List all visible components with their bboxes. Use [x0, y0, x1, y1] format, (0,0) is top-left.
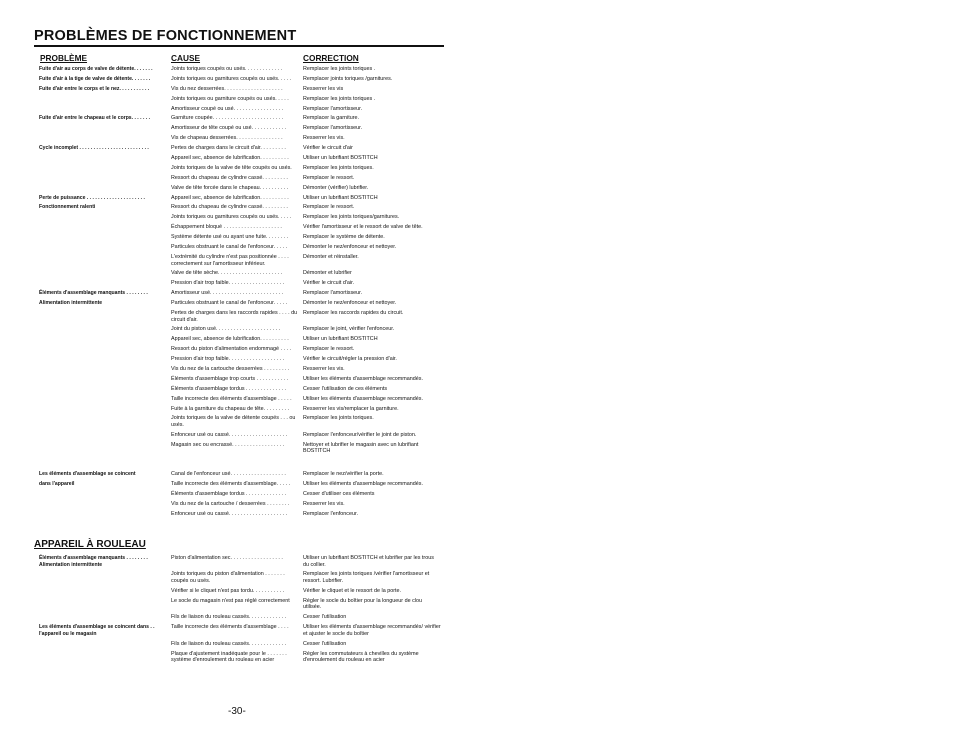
- table-row: [39, 244, 444, 251]
- cause-cell: Vis de chapeau desserrées. . . . . . . . . . . . . . . .: [171, 135, 283, 142]
- problem-cell: Fuite d'air entre le corps et le nez. . . . . . . . . . .: [39, 85, 150, 92]
- cause-cell: Vérifier si le cliquet n'est pas tordu. . . . . . . . . . .: [171, 587, 285, 594]
- correction-cell: Remplacer les joints toriques.: [303, 164, 374, 171]
- correction-cell: Démonter le nez/enfonceur et nettoyer.: [303, 244, 397, 251]
- table-row: [39, 234, 444, 241]
- problem-cell: Les éléments d'assemblage se coincent dans . . l'appareil ou le magasin: [39, 624, 155, 637]
- cause-cell: Enfonceur usé ou cassé. . . . . . . . . . . . . . . . . . . .: [171, 510, 288, 517]
- correction-cell: Resserrer les vis.: [303, 135, 345, 142]
- table-row: [39, 115, 444, 122]
- problem-cell: [39, 165, 171, 172]
- table-row: [39, 96, 444, 103]
- problem-cell: [39, 244, 171, 251]
- roll-troubleshooting-table: [39, 555, 444, 667]
- table-row: [39, 641, 444, 648]
- correction-cell: Remplacer le ressort.: [303, 174, 355, 181]
- table-row: [39, 651, 444, 664]
- problem-cell: Cycle incomplet . . . . . . . . . . . . . . . . . . . . . . . . .: [39, 145, 149, 152]
- title-rule: [34, 45, 444, 47]
- correction-cell: Cesser l'utilisation: [303, 614, 347, 621]
- correction-cell: Cesser l'utilisation de ces éléments: [303, 385, 388, 392]
- problem-cell: [39, 106, 171, 113]
- table-row: [39, 76, 444, 83]
- correction-cell: Régler les commutateurs à chevilles du système d'enroulement du rouleau en acier: [303, 650, 419, 664]
- correction-cell: Remplacer l'amortisseur.: [303, 105, 363, 112]
- table-row: [39, 366, 444, 373]
- cause-cell: Fils de liaison du rouleau cassés. . . . . . . . . . . . .: [171, 640, 287, 647]
- correction-cell: Resserrer les vis.: [303, 501, 345, 507]
- correction-cell: Cesser d'utiliser ces éléments: [303, 491, 375, 498]
- column-header-problem: PROBLÈME: [40, 53, 88, 63]
- table-row: [39, 555, 444, 568]
- table-row: [39, 406, 444, 413]
- problem-cell: Fuite d'air à la tige de valve de détente. . . . . . .: [39, 75, 151, 82]
- correction-cell: Vérifier l'amortisseur et le ressort de valve de tête.: [303, 224, 423, 231]
- correction-cell: Remplacer le ressort.: [303, 204, 355, 211]
- problem-cell: [39, 96, 171, 103]
- cause-cell: Ressort du piston d'alimentation endommagé . . . .: [171, 346, 291, 353]
- cause-cell: Système détente usé ou ayant une fuite. . . . . . . .: [171, 234, 289, 241]
- correction-cell: Utiliser un lubrifiant BOSTITCH: [303, 194, 378, 201]
- cause-cell: Éléments d'assemblage tordus . . . . . . . . . . . . . .: [171, 491, 287, 498]
- cause-cell: Ressort du chapeau de cylindre cassé. . . . . . . . .: [171, 204, 288, 211]
- correction-cell: Vérifier le cliquet et le ressort de la porte.: [303, 587, 401, 594]
- table-row: [39, 155, 444, 162]
- cause-cell: Joints toriques de la valve de tête coupés ou usés.: [171, 164, 292, 171]
- cause-cell: Joints toriques de la valve de détente coupés . . . ou usés.: [171, 415, 296, 429]
- table-row: [39, 598, 444, 611]
- table-row: [39, 511, 444, 518]
- problem-cell: [39, 614, 171, 621]
- cause-cell: Amortisseur coupé ou usé. . . . . . . . . . . . . . . . .: [171, 105, 284, 112]
- cause-cell: Canal de l'enfonceur usé. . . . . . . . . . . . . . . . . . .: [171, 471, 286, 478]
- correction-cell: Démonter le nez/enfonceur et nettoyer.: [303, 300, 397, 307]
- table-row: [39, 175, 444, 182]
- cause-cell: Pression d'air trop faible. . . . . . . . . . . . . . . . . . .: [171, 356, 285, 363]
- problem-cell: [39, 254, 171, 267]
- table-row: [39, 300, 444, 307]
- table-row: [39, 491, 444, 498]
- cause-cell: Appareil sec, absence de lubrification. . . . . . . . . .: [171, 155, 289, 162]
- problem-cell: Alimentation intermittente: [39, 300, 103, 307]
- table-row: [39, 588, 444, 595]
- table-row: [39, 356, 444, 363]
- correction-cell: Vérifier le circuit d'air.: [303, 280, 355, 287]
- table-row: [39, 66, 444, 73]
- cause-cell: Valve de tête sèche. . . . . . . . . . . . . . . . . . . . . .: [171, 270, 283, 277]
- correction-cell: Démonter et lubrifier: [303, 270, 352, 277]
- problem-cell: Les éléments d'assemblage se coincent: [39, 471, 136, 478]
- table-row: [39, 471, 444, 478]
- problem-cell: [39, 280, 171, 287]
- problem-cell: [39, 135, 171, 142]
- cause-cell: Joints toriques coupés ou usés. . . . . . . . . . . . .: [171, 66, 283, 72]
- correction-cell: Resserrer les vis/remplacer la garniture.: [303, 405, 399, 412]
- correction-cell: Remplacer les joints toriques.: [303, 415, 374, 422]
- table-row: [39, 86, 444, 93]
- correction-cell: Vérifier le circuit d'air: [303, 145, 353, 152]
- problem-cell: [39, 376, 171, 383]
- problem-cell: [39, 155, 171, 162]
- correction-cell: Démonter (vérifier) lubrifier.: [303, 184, 369, 191]
- problem-cell: Éléments d'assemblage manquants . . . . . . . . Alimentation intermittente: [39, 555, 148, 568]
- cause-cell: Joints toriques ou garnitures coupés ou usés. . . . .: [171, 75, 292, 82]
- correction-cell: Resserrer les vis: [303, 85, 344, 92]
- page-number: -30-: [228, 706, 246, 717]
- problem-cell: [39, 598, 171, 611]
- table-row: [39, 145, 444, 152]
- cause-cell: Particules obstruant le canal de l'enfonceur. . . . .: [171, 244, 288, 251]
- correction-cell: Utiliser les éléments d'assemblage recommandés.: [303, 375, 423, 382]
- problem-cell: [39, 406, 171, 413]
- table-row: [39, 386, 444, 393]
- table-row: [39, 481, 444, 488]
- correction-cell: Resserrer les vis.: [303, 366, 345, 373]
- problem-cell: [39, 356, 171, 363]
- problem-cell: [39, 651, 171, 664]
- table-row: [39, 195, 444, 202]
- cause-cell: Appareil sec, absence de lubrification. . . . . . . . . .: [171, 194, 289, 201]
- problem-cell: Éléments d'assemblage manquants . . . . . . . .: [39, 290, 148, 297]
- table-row: [39, 106, 444, 113]
- cause-cell: Taille incorrecte des éléments d'assemblage . . . . .: [171, 395, 292, 402]
- correction-cell: Remplacer les joints toriques/garnitures.: [303, 214, 400, 221]
- correction-cell: Remplacer l'enfonceur.: [303, 510, 358, 517]
- table-row: [39, 214, 444, 221]
- correction-cell: Remplacer les joints toriques /vérifier l'amortisseur et ressort. Lubrifier.: [303, 571, 430, 585]
- table-row: [39, 185, 444, 192]
- correction-cell: Remplacer le système de détente.: [303, 234, 385, 241]
- table-row: [39, 135, 444, 142]
- problem-cell: [39, 501, 171, 508]
- problem-cell: [39, 326, 171, 333]
- cause-cell: Taille incorrecte des éléments d'assemblage . . . .: [171, 624, 289, 631]
- correction-cell: Remplacer les joints toriques .: [303, 95, 376, 102]
- correction-cell: Remplacer le joint, vérifier l'enfonceur.: [303, 326, 395, 333]
- cause-cell: Joints toriques ou garniture coupés ou usés. . . . .: [171, 95, 289, 102]
- problem-cell: [39, 234, 171, 241]
- correction-cell: Remplacer l'enfonceur/vérifier le joint de piston.: [303, 431, 417, 438]
- cause-cell: Valve de tête forcée dans le chapeau. . . . . . . . . .: [171, 184, 289, 191]
- correction-cell: Utiliser un lubrifiant BOSTITCH: [303, 155, 378, 162]
- problem-cell: [39, 588, 171, 595]
- correction-cell: Remplacer la garniture.: [303, 115, 360, 122]
- table-row: [39, 415, 444, 428]
- correction-cell: Vérifier le circuit/régler la pression d'air.: [303, 356, 397, 363]
- correction-cell: Utiliser les éléments d'assemblage recommandés/ vérifier et ajuster le socle du boîtier: [303, 624, 441, 637]
- correction-cell: Utiliser un lubrifiant BOSTITCH: [303, 336, 378, 343]
- table-row: [39, 396, 444, 403]
- cause-cell: Particules obstruant le canal de l'enfonceur. . . . .: [171, 300, 288, 307]
- cause-cell: Éléments d'assemblage tordus . . . . . . . . . . . . . .: [171, 385, 287, 392]
- problem-cell: [39, 336, 171, 343]
- cause-cell: Joints toriques ou garnitures coupés ou usés. . . . .: [171, 214, 292, 221]
- cause-cell: Vis du nez de la cartouche desserrées . . . . . . . . .: [171, 366, 290, 373]
- problem-cell: [39, 571, 171, 584]
- section-title-roll: APPAREIL À ROULEAU: [34, 539, 146, 550]
- correction-cell: Remplacer joints toriques /garnitures.: [303, 75, 393, 82]
- correction-cell: Remplacer les raccords rapides du circuit.: [303, 309, 404, 316]
- problem-cell: [39, 310, 171, 323]
- problem-cell: [39, 346, 171, 353]
- cause-cell: Piston d'alimentation sec. . . . . . . . . . . . . . . . . .: [171, 555, 283, 561]
- page-title: PROBLÈMES DE FONCTIONNEMENT: [34, 28, 297, 44]
- correction-cell: Utiliser un lubrifiant BOSTITCH et lubrifier par les trous du collier.: [303, 555, 434, 568]
- cause-cell: Joints toriques du piston d'alimentation . . . . . . . coupés ou usés.: [171, 571, 285, 585]
- cause-cell: Pertes de charges dans le circuit d'air. . . . . . . . .: [171, 145, 286, 152]
- table-row: [39, 432, 444, 439]
- cause-cell: Vis du nez desserrées. . . . . . . . . . . . . . . . . . . .: [171, 85, 283, 92]
- cause-cell: Pression d'air trop faible. . . . . . . . . . . . . . . . . . .: [171, 280, 285, 287]
- problem-cell: [39, 224, 171, 231]
- correction-cell: Cesser l'utilisation: [303, 640, 347, 647]
- problem-cell: [39, 270, 171, 277]
- problem-cell: [39, 214, 171, 221]
- cause-cell: Vis du nez de la cartouche / desserrées . . . . . . . .: [171, 501, 290, 507]
- correction-cell: Utiliser les éléments d'assemblage recommandés.: [303, 481, 423, 488]
- correction-cell: Démonter et réinstaller.: [303, 253, 359, 260]
- problem-cell: dans l'appareil: [39, 481, 75, 488]
- table-row: [39, 346, 444, 353]
- correction-cell: Remplacer les joints toriques .: [303, 66, 376, 72]
- cause-cell: Enfonceur usé ou cassé. . . . . . . . . . . . . . . . . . . .: [171, 431, 288, 438]
- cause-cell: Échappement bloqué . . . . . . . . . . . . . . . . . . . .: [171, 224, 282, 231]
- table-row: [39, 336, 444, 343]
- cause-cell: Garniture coupée. . . . . . . . . . . . . . . . . . . . . . . .: [171, 115, 284, 122]
- table-row: [39, 270, 444, 277]
- table-row: [39, 165, 444, 172]
- correction-cell: Remplacer l'amortisseur.: [303, 125, 363, 132]
- cause-cell: Fils de liaison du rouleau cassés. . . . . . . . . . . . .: [171, 614, 287, 621]
- correction-cell: Nettoyer et lubrifier le magasin avec un lubrifiant BOSTITCH: [303, 441, 419, 455]
- table-row: [39, 571, 444, 584]
- cause-cell: Plaque d'ajustement inadéquate pour le . . . . . . . système d'enroulement du rouleau en acier: [171, 650, 287, 664]
- column-header-cause: CAUSE: [171, 53, 201, 63]
- problem-cell: Fonctionnement ralenti: [39, 204, 96, 211]
- problem-cell: [39, 511, 171, 518]
- table-row: [39, 204, 444, 211]
- correction-cell: Remplacer le ressort.: [303, 346, 355, 353]
- table-row: [39, 326, 444, 333]
- correction-cell: Remplacer l'amortisseur.: [303, 290, 363, 297]
- table-row: [39, 376, 444, 383]
- correction-cell: Régler le socle du boîtier pour la longueur de clou utilisée.: [303, 597, 422, 611]
- cause-cell: Appareil sec, absence de lubrification. . . . . . . . . .: [171, 336, 289, 343]
- cause-cell: Éléments d'assemblage trop courts . . . . . . . . . . .: [171, 375, 288, 382]
- problem-cell: [39, 125, 171, 132]
- problem-cell: Fuite d'air au corps de valve de détente. . . . . . .: [39, 66, 153, 72]
- correction-cell: Utiliser les éléments d'assemblage recommandés.: [303, 395, 423, 402]
- table-row: [39, 614, 444, 621]
- table-row: [39, 624, 444, 637]
- problem-cell: [39, 185, 171, 192]
- correction-cell: Remplacer le nez/vérifier la porte.: [303, 471, 384, 478]
- problem-cell: [39, 641, 171, 648]
- problem-cell: [39, 491, 171, 498]
- problem-cell: [39, 415, 171, 428]
- problem-cell: Fuite d'air entre le chapeau et le corps. . . . . . .: [39, 115, 151, 122]
- table-row: [39, 310, 444, 323]
- problem-cell: [39, 175, 171, 182]
- cause-cell: Pertes de charges dans les raccords rapides . . . . du circuit d'air.: [171, 309, 298, 323]
- cause-cell: Amortisseur de tête coupé ou usé. . . . . . . . . . . .: [171, 125, 287, 132]
- cause-cell: Le socle du magasin n'est pas réglé correctement: [171, 597, 290, 604]
- problem-cell: [39, 396, 171, 403]
- cause-cell: Fuite à la garniture du chapeau de tête. . . . . . . . .: [171, 405, 290, 412]
- table-row: [39, 501, 444, 508]
- cause-cell: Joint du piston usé. . . . . . . . . . . . . . . . . . . . . .: [171, 326, 281, 333]
- cause-cell: L'extrémité du cylindre n'est pas positionnée . . . . correctement sur l'amortisseur inférieur.: [171, 253, 289, 267]
- table-row: [39, 224, 444, 231]
- problem-cell: [39, 366, 171, 373]
- problem-cell: [39, 442, 171, 455]
- table-row: [39, 254, 444, 267]
- row-gap: [39, 458, 444, 471]
- column-header-correction: CORRECTION: [303, 53, 359, 63]
- cause-cell: Taille incorrecte des éléments d'assemblage. . . . .: [171, 481, 291, 488]
- table-row: [39, 280, 444, 287]
- cause-cell: Ressort du chapeau de cylindre cassé. . . . . . . . .: [171, 174, 288, 181]
- cause-cell: Magasin sec ou encrassé. . . . . . . . . . . . . . . . . .: [171, 441, 285, 448]
- cause-cell: Amortisseur usé. . . . . . . . . . . . . . . . . . . . . . . . .: [171, 290, 284, 297]
- problem-cell: [39, 432, 171, 439]
- table-row: [39, 442, 444, 455]
- problem-cell: [39, 386, 171, 393]
- troubleshooting-table: [39, 66, 444, 521]
- problem-cell: Perte de puissance . . . . . . . . . . . . . . . . . . . . .: [39, 194, 145, 201]
- table-row: [39, 125, 444, 132]
- table-row: [39, 290, 444, 297]
